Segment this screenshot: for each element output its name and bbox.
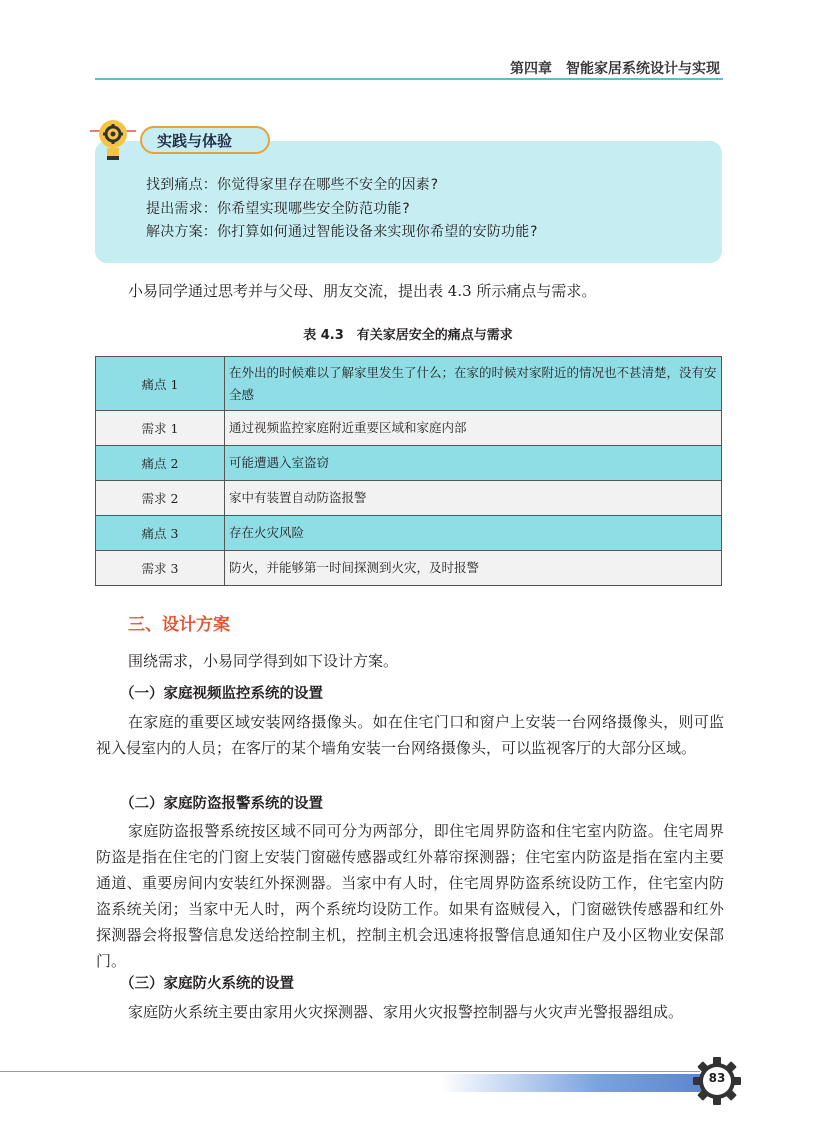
subsection-body-fire: 家庭防火系统主要由家用火灾探测器、家用火灾报警控制器与火灾声光警报器组成。 (128, 1003, 684, 1021)
table-row (96, 411, 722, 446)
subsection-body-video: 在家庭的重要区域安装网络摄像头。如在住宅门口和窗户上安装一台网络摄像头，则可监视入侵室内的人员；在客厅的某个墙角安装一台网络摄像头，可以监视客厅的大部分区域。 (96, 713, 724, 757)
subsection-heading-burglar: （二）家庭防盗报警系统的设置 (120, 796, 323, 812)
row-label: 痛点 2 (96, 446, 225, 481)
practice-line-pain: 找到痛点：你觉得家里存在哪些不安全的因素? (146, 177, 439, 193)
table-row (96, 516, 722, 551)
section-title: 三、设计方案 (128, 615, 230, 635)
footer-bar (440, 1074, 702, 1092)
practice-line-solution: 解决方案：你打算如何通过智能设备来实现你希望的安防功能? (146, 224, 539, 240)
subsection-heading-fire: （三）家庭防火系统的设置 (120, 976, 294, 992)
practice-line-need: 提出需求：你希望实现哪些安全防范功能? (146, 201, 411, 217)
table-row (96, 481, 722, 516)
row-content: 家中有装置自动防盗报警 (225, 481, 722, 516)
row-label: 需求 2 (96, 481, 225, 516)
intro-paragraph: 小易同学通过思考并与父母、朋友交流，提出表 4.3 所示痛点与需求。 (128, 282, 597, 300)
row-content: 防火，并能够第一时间探测到火灾，及时报警 (225, 551, 722, 586)
lightbulb-gear-icon (88, 118, 138, 168)
practice-title: 实践与体验 (157, 132, 233, 150)
table-row (96, 446, 722, 481)
header-rule (95, 78, 723, 80)
section-intro: 围绕需求，小易同学得到如下设计方案。 (128, 652, 399, 670)
chapter-title: 第四章 智能家居系统设计与实现 (510, 61, 720, 77)
table-row (96, 357, 722, 411)
row-label: 需求 1 (96, 411, 225, 446)
subsection-heading-video: （一）家庭视频监控系统的设置 (120, 686, 323, 702)
table-caption: 表 4.3 有关家居安全的痛点与需求 (303, 328, 513, 343)
row-content: 通过视频监控家庭附近重要区域和家庭内部 (225, 411, 722, 446)
footer-rule (0, 1071, 700, 1072)
table-row (96, 551, 722, 586)
row-content: 存在火灾风险 (225, 516, 722, 551)
subsection-body-burglar: 家庭防盗报警系统按区域不同可分为两部分，即住宅周界防盗和住宅室内防盗。住宅周界防盗是指在住宅的门窗上安装门窗磁传感器或红外幕帘探测器；住宅室内防盗是指在室内主要通道、重要房间内安装红外探测器。当家中有人时，住宅周界防盗系统设防工作，住宅室内防盗系统关闭；当家中无人时，两个系统均设防工作。如果有盗贼侵入，门窗磁铁传感器和红外探测器会将报警信息发送给控制主机，控制主机会迅速将报警信息通知住户及小区物业安保部门。 (96, 822, 724, 970)
row-content: 可能遭遇入室盗窃 (225, 446, 722, 481)
row-label: 需求 3 (96, 551, 225, 586)
row-label: 痛点 3 (96, 516, 225, 551)
row-content: 在外出的时候难以了解家里发生了什么；在家的时候对家附近的情况也不甚清楚，没有安全感 (225, 357, 722, 411)
row-label: 痛点 1 (96, 357, 225, 411)
page-number: 83 (708, 1071, 726, 1085)
requirements-table (95, 356, 722, 586)
